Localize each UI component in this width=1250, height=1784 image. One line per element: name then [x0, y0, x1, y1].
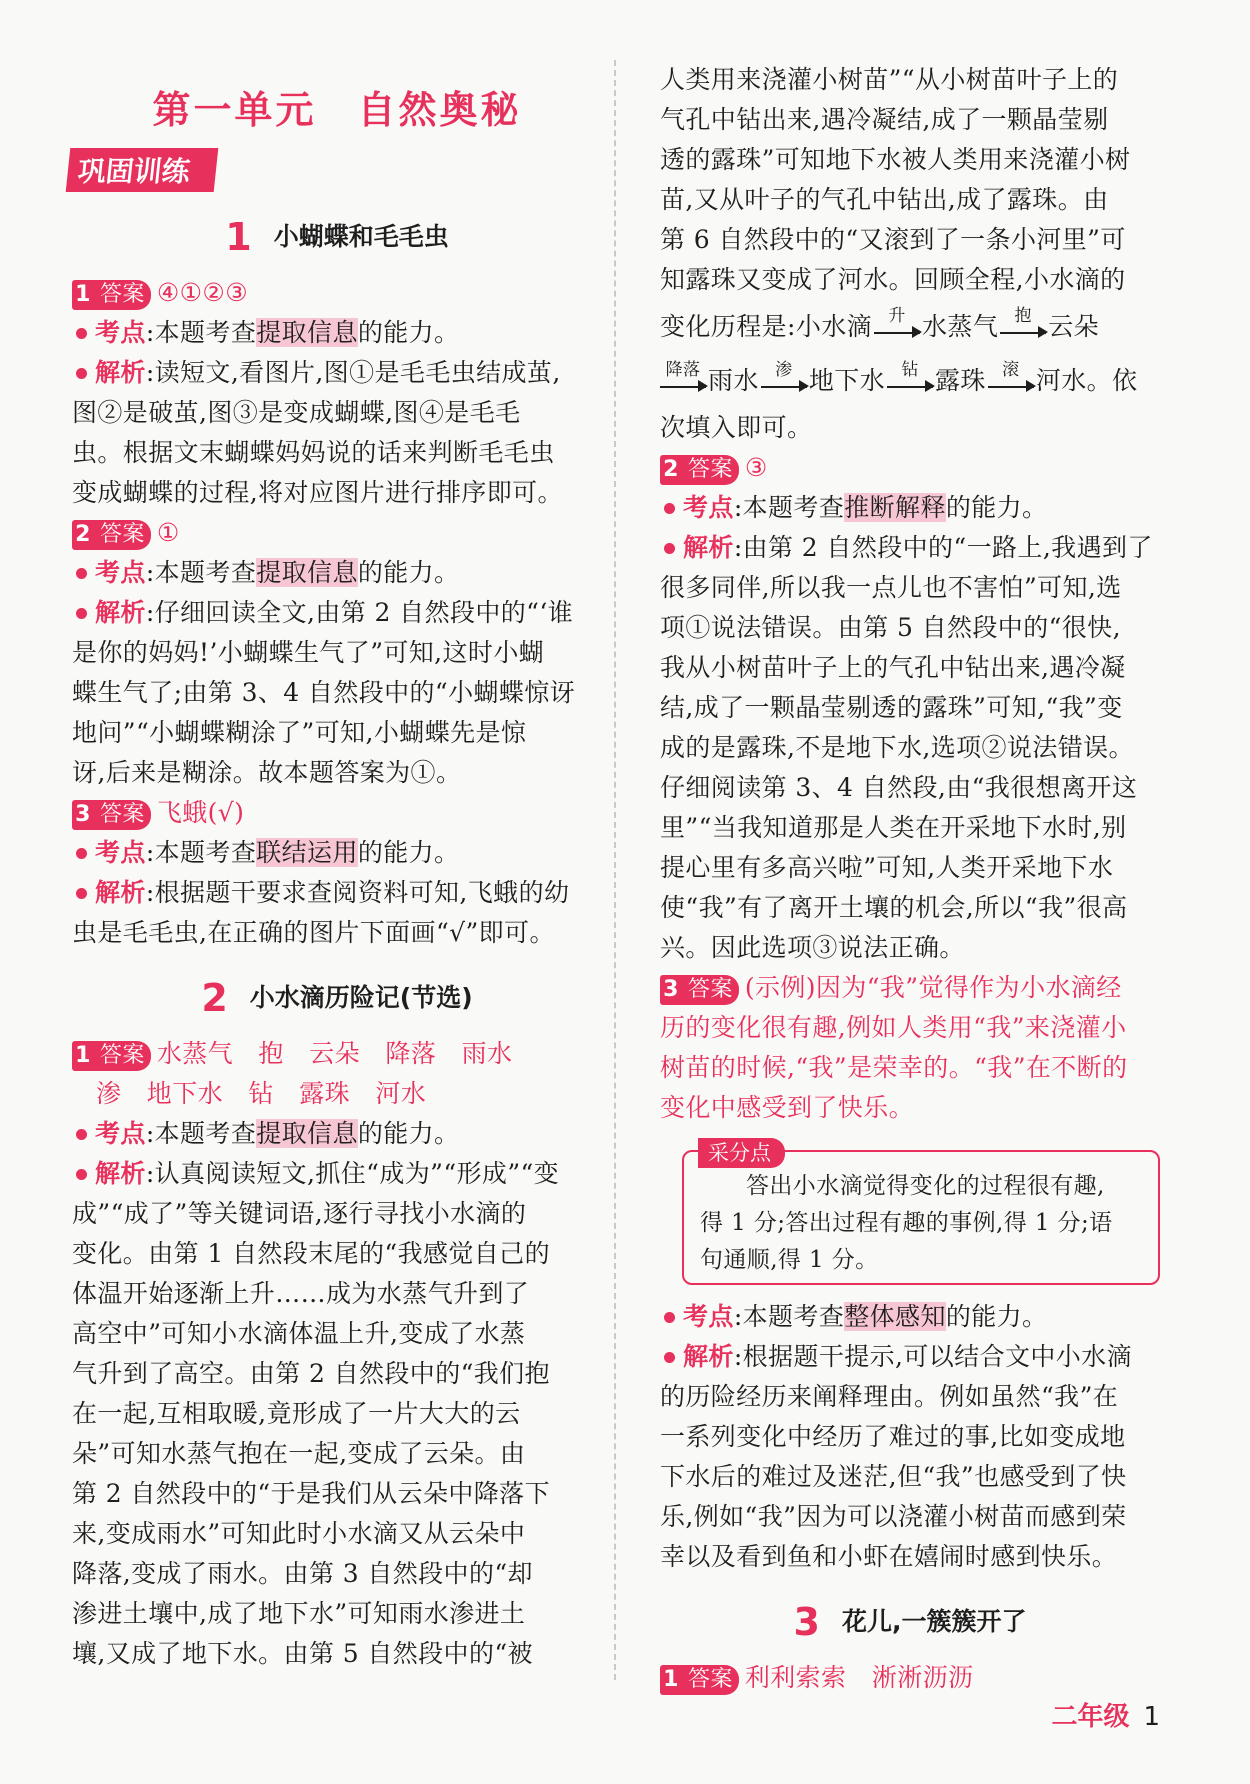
arrow-label: 渗 [775, 360, 793, 380]
kaodian-line [72, 313, 602, 353]
column-divider [614, 60, 616, 1680]
scoring-text: 答出小水滴觉得变化的过程很有趣, [746, 1173, 1105, 1199]
question-number: 3 [660, 975, 682, 1005]
kaodian-label: 考点 [95, 558, 146, 587]
answer-text: ④①②③ [156, 278, 249, 307]
jiexi-text: 图②是破茧,图③是变成蝴蝶,图④是毛毛 [72, 398, 521, 427]
lesson-title: 花儿,一簇簇开了 [841, 1607, 1027, 1636]
jiexi-text: :认真阅读短文,抓住“成为”“形成”“变 [145, 1159, 560, 1188]
jiexi-text: 仔细阅读第 3、4 自然段,由“我很想离开这 [660, 773, 1138, 802]
jiexi-text: 虫是毛毛虫,在正确的图片下面画“√”即可。 [72, 918, 555, 947]
jiexi-text: 成的是露珠,不是地下水,选项②说法错误。 [660, 733, 1134, 762]
jiexi-text: 兴。因此选项③说法正确。 [660, 933, 965, 962]
question-number: 2 [660, 455, 682, 485]
arrow-label: 降落 [665, 360, 701, 380]
arrow-label: 滚 [1002, 360, 1020, 380]
lesson-title: 小蝴蝶和毛毛虫 [273, 222, 449, 251]
question-answer [660, 968, 1160, 1008]
question-number: 3 [72, 800, 94, 830]
answer-tag: 答案 [94, 280, 151, 310]
answer-text: 变化中感受到了快乐。 [660, 1093, 915, 1122]
right-arrow-icon [988, 360, 1034, 404]
answer-text: (示例)因为“我”觉得作为小水滴经 [744, 973, 1122, 1002]
jiexi-text: 透的露珠”可知地下水被人类用来浇灌小树 [660, 145, 1131, 174]
kaodian-suffix: 的能力。 [945, 1302, 1048, 1331]
bullet-dot-icon [76, 328, 87, 339]
lesson-1-heading [72, 214, 602, 259]
kaodian-prefix: :本题考查 [145, 558, 257, 587]
question-answer [72, 273, 602, 313]
answer-tag: 答案 [682, 455, 739, 485]
question-number: 1 [72, 280, 94, 310]
process-chain-1 [660, 300, 1160, 354]
question-answer [72, 513, 602, 553]
jiexi-text: 第 2 自然段中的“于是我们从云朵中降落下 [72, 1479, 550, 1508]
kaodian-line [72, 833, 602, 873]
kaodian-suffix: 的能力。 [945, 493, 1048, 522]
answer-tag: 答案 [94, 1041, 151, 1071]
jiexi-text: 下水后的难过及迷茫,但“我”也感受到了快 [660, 1462, 1127, 1491]
kaodian-prefix: :本题考查 [733, 1302, 845, 1331]
answer-text: 渗 地下水 钻 露珠 河水 [96, 1079, 427, 1108]
kaodian-prefix: :本题考查 [145, 1119, 257, 1148]
kaodian-skill: 提取信息 [256, 318, 358, 347]
bullet-dot-icon [664, 543, 675, 554]
bullet-dot-icon [76, 568, 87, 579]
right-arrow-icon [660, 360, 706, 404]
jiexi-text: 乐,例如“我”因为可以浇灌小树苗而感到荣 [660, 1502, 1127, 1531]
jiexi-text: 讶,后来是糊涂。故本题答案为①。 [72, 758, 462, 787]
jiexi-line [660, 1337, 1160, 1377]
kaodian-label: 考点 [95, 318, 146, 347]
chain-stage: 雨水 [708, 366, 759, 395]
bullet-dot-icon [664, 1312, 675, 1323]
kaodian-prefix: :本题考查 [733, 493, 845, 522]
kaodian-skill: 联结运用 [256, 838, 358, 867]
left-column [72, 60, 602, 1674]
jiexi-text: 苗,又从叶子的气孔中钻出,成了露珠。由 [660, 185, 1109, 214]
answer-text: ③ [744, 453, 768, 482]
jiexi-text: 提心里有多高兴啦”可知,人类开采地下水 [660, 853, 1114, 882]
kaodian-line [660, 488, 1160, 528]
kaodian-suffix: 的能力。 [357, 1119, 460, 1148]
unit-title: 第一单元 自然奥秘 [152, 88, 522, 132]
jiexi-text: 我从小树苗叶子上的气孔中钻出来,遇冷凝 [660, 653, 1126, 682]
kaodian-label: 考点 [95, 1119, 146, 1148]
jiexi-text: 来,变成雨水”可知此时小水滴又从云朵中 [72, 1519, 526, 1548]
jiexi-line [72, 353, 602, 393]
question-answer [72, 793, 602, 833]
bullet-dot-icon [76, 368, 87, 379]
arrow-label: 钻 [901, 360, 919, 380]
chain-stage: 水蒸气 [922, 312, 999, 341]
question-answer [72, 1034, 602, 1074]
arrow-label: 抱 [1014, 306, 1032, 326]
jiexi-text: 是你的妈妈!’小蝴蝶生气了”可知,这时小蝴 [72, 638, 545, 667]
jiexi-text: 人类用来浇灌小树苗”“从小树苗叶子上的 [660, 65, 1119, 94]
jiexi-text: 第 6 自然段中的“又滚到了一条小河里”可 [660, 225, 1126, 254]
answer-text: ① [156, 518, 180, 547]
jiexi-text: 变化。由第 1 自然段末尾的“我感觉自己的 [72, 1239, 550, 1268]
kaodian-skill: 推断解释 [844, 493, 946, 522]
jiexi-text: 一系列变化中经历了难过的事,比如变成地 [660, 1422, 1126, 1451]
kaodian-line [72, 1114, 602, 1154]
answer-text: 利利索索 淅淅沥沥 [744, 1663, 974, 1692]
kaodian-line [660, 1297, 1160, 1337]
jiexi-text: :根据题干要求查阅资料可知,飞蛾的幼 [145, 878, 570, 907]
kaodian-line [72, 553, 602, 593]
bullet-dot-icon [76, 1169, 87, 1180]
lesson-title: 小水滴历险记(节选) [249, 983, 473, 1012]
bullet-dot-icon [76, 608, 87, 619]
right-arrow-icon [761, 360, 807, 404]
jiexi-line [72, 873, 602, 913]
answer-text: 水蒸气 抱 云朵 降落 雨水 [156, 1039, 513, 1068]
question-answer [660, 448, 1160, 488]
bullet-dot-icon [76, 1129, 87, 1140]
jiexi-text: 项①说法错误。由第 5 自然段中的“很快, [660, 613, 1121, 642]
kaodian-label: 考点 [683, 493, 734, 522]
answer-text: 飞蛾(√) [156, 798, 245, 827]
question-answer [660, 1658, 1160, 1698]
jiexi-text: 幸以及看到鱼和小虾在嬉闹时感到快乐。 [660, 1542, 1118, 1571]
chain-stage: 露珠 [935, 366, 986, 395]
jiexi-text: 变成蝴蝶的过程,将对应图片进行排序即可。 [72, 478, 563, 507]
lesson-number: 2 [201, 976, 228, 1020]
jiexi-text: 里”“当我知道那是人类在开采地下水时,别 [660, 813, 1127, 842]
chain-stage: 云朵 [1048, 312, 1100, 341]
jiexi-text: 壤,又成了地下水。由第 5 自然段中的“被 [72, 1639, 533, 1668]
kaodian-suffix: 的能力。 [357, 838, 460, 867]
right-arrow-icon [887, 360, 933, 404]
jiexi-text: 渗进土壤中,成了地下水”可知雨水渗进土 [72, 1599, 526, 1628]
jiexi-text: 的历险经历来阐释理由。例如虽然“我”在 [660, 1382, 1119, 1411]
jiexi-line [72, 593, 602, 633]
bullet-dot-icon [664, 503, 675, 514]
question-number: 1 [660, 1665, 682, 1695]
kaodian-suffix: 的能力。 [357, 558, 460, 587]
scoring-text: 句通顺,得 1 分。 [700, 1247, 879, 1273]
kaodian-prefix: :本题考查 [145, 838, 257, 867]
jiexi-text: 在一起,互相取暖,竟形成了一片大大的云 [72, 1399, 521, 1428]
jiexi-text: 使“我”有了离开土壤的机会,所以“我”很高 [660, 893, 1128, 922]
bullet-dot-icon [76, 888, 87, 899]
jiexi-text: 高空中”可知小水滴体温上升,变成了水蒸 [72, 1319, 526, 1348]
answer-text: 历的变化很有趣,例如人类用“我”来浇灌小 [660, 1013, 1127, 1042]
answer-tag: 答案 [94, 520, 151, 550]
kaodian-skill: 提取信息 [256, 558, 358, 587]
chain-prefix: 变化历程是: [660, 312, 796, 341]
jiexi-label: 解析 [95, 1159, 146, 1188]
answer-tag: 答案 [94, 800, 151, 830]
bullet-dot-icon [664, 1352, 675, 1363]
question-number: 2 [72, 520, 94, 550]
jiexi-text: :根据题干提示,可以结合文中小水滴 [733, 1342, 1132, 1371]
jiexi-line [72, 1154, 602, 1194]
jiexi-text: 虫。根据文末蝴蝶妈妈说的话来判断毛毛虫 [72, 438, 555, 467]
right-column [660, 60, 1160, 1732]
page-number: 1 [1143, 1702, 1160, 1732]
jiexi-label: 解析 [683, 1342, 734, 1371]
lesson-2-heading [72, 975, 602, 1020]
jiexi-text: 体温开始逐渐上升……成为水蒸气升到了 [72, 1279, 530, 1308]
jiexi-text: :仔细回读全文,由第 2 自然段中的“‘谁 [145, 598, 574, 627]
kaodian-skill: 提取信息 [256, 1119, 358, 1148]
lesson-3-heading [660, 1599, 1160, 1644]
section-banner [72, 148, 602, 192]
kaodian-suffix: 的能力。 [357, 318, 460, 347]
section-label: 巩固训练 [66, 148, 219, 192]
jiexi-label: 解析 [95, 598, 146, 627]
lesson-number: 1 [225, 215, 252, 259]
jiexi-text: 降落,变成了雨水。由第 3 自然段中的“却 [72, 1559, 533, 1588]
jiexi-text: 地问”“小蝴蝶糊涂了”可知,小蝴蝶先是惊 [72, 718, 527, 747]
jiexi-label: 解析 [95, 878, 146, 907]
right-arrow-icon [874, 306, 920, 350]
kaodian-skill: 整体感知 [844, 1302, 946, 1331]
grade-label: 二年级 [1051, 1702, 1130, 1732]
right-arrow-icon [1000, 306, 1046, 350]
jiexi-text: 气孔中钻出来,遇冷凝结,成了一颗晶莹剔 [660, 105, 1109, 134]
jiexi-text: 很多同伴,所以我一点儿也不害怕”可知,选 [660, 573, 1122, 602]
kaodian-label: 考点 [95, 838, 146, 867]
jiexi-text: 朵”可知水蒸气抱在一起,变成了云朵。由 [72, 1439, 526, 1468]
jiexi-text: 结,成了一颗晶莹剔透的露珠”可知,“我”变 [660, 693, 1123, 722]
chain-stage: 地下水 [808, 366, 886, 395]
kaodian-label: 考点 [683, 1302, 734, 1331]
kaodian-prefix: :本题考查 [145, 318, 257, 347]
scoring-points-label: 采分点 [698, 1138, 785, 1168]
jiexi-label: 解析 [95, 358, 146, 387]
answer-tag: 答案 [682, 975, 739, 1005]
chain-stage: 小水滴 [795, 312, 873, 341]
jiexi-text: 次填入即可。 [660, 413, 813, 442]
arrow-label: 升 [888, 306, 906, 326]
jiexi-text: 知露珠又变成了河水。回顾全程,小水滴的 [660, 265, 1126, 294]
page-footer [1051, 1696, 1160, 1733]
jiexi-text: :由第 2 自然段中的“一路上,我遇到了 [733, 533, 1153, 562]
jiexi-text: 气升到了高空。由第 2 自然段中的“我们抱 [72, 1359, 550, 1388]
answer-text: 树苗的时候,“我”是荣幸的。“我”在不断的 [660, 1053, 1128, 1082]
jiexi-label: 解析 [683, 533, 734, 562]
jiexi-text: :读短文,看图片,图①是毛毛虫结成茧, [145, 358, 561, 387]
scoring-points-box [682, 1141, 1160, 1285]
scoring-text: 得 1 分;答出过程有趣的事例,得 1 分;语 [700, 1210, 1113, 1236]
process-chain-2 [660, 354, 1160, 408]
answer-tag: 答案 [682, 1665, 739, 1695]
jiexi-text: 蝶生气了;由第 3、4 自然段中的“小蝴蝶惊讶 [72, 678, 576, 707]
question-number: 1 [72, 1041, 94, 1071]
jiexi-line [660, 528, 1160, 568]
bullet-dot-icon [76, 848, 87, 859]
jiexi-text: 成”“成了”等关键词语,逐行寻找小水滴的 [72, 1199, 527, 1228]
chain-stage: 河水。依 [1035, 366, 1138, 395]
lesson-number: 3 [793, 1600, 820, 1644]
